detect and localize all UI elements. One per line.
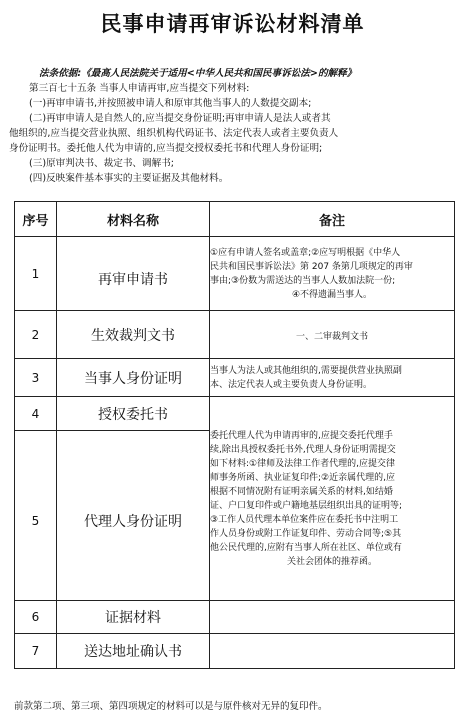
- row-num: 4: [15, 397, 57, 431]
- clause-3: (三)原审判决书、裁定书、调解书;: [29, 158, 175, 169]
- header-name: 材料名称: [57, 202, 210, 237]
- row-name: 再审申请书: [57, 237, 210, 311]
- row-num: 5: [15, 431, 57, 601]
- materials-table: [14, 201, 455, 669]
- footer-note: 前款第二项、第三项、第四项规定的材料可以是与原件核对无异的复印件。: [14, 701, 328, 712]
- merged-note: 委托代理人代为申请再审的,应提交委托代理手 续,除出具授权委托书外,代理人身份证明需提交 如下材料:①律师及法律工作者代理的,应提交律 师事务所函、执业证复印件;②近亲属代理的,应 根据不同情况附有证明亲属关系的材料,如结婚 证、户口复印件或户籍地基层组织出具的证明等; ③工作人员代理本单位案件应在委托书中注明工 作人员身份或附工作证复印件、劳动合同等;⑤其 他公民代理的,应附有当事人所在社区、单位或有 关社会团体的推荐函。: [210, 397, 455, 601]
- header-note: 备注: [210, 202, 455, 237]
- row-name: 授权委托书: [57, 397, 210, 431]
- row-name: 代理人身份证明: [57, 431, 210, 601]
- table-row: [15, 634, 455, 669]
- table-row: [15, 359, 455, 397]
- row-name: 当事人身份证明: [57, 359, 210, 397]
- row-num: 3: [15, 359, 57, 397]
- row-num: 2: [15, 311, 57, 359]
- table-row: [15, 601, 455, 634]
- row-note: 当事人为法人或其他组织的,需要提供营业执照副 本、法定代表人或主要负责人身份证明。: [210, 359, 455, 397]
- row-num: 7: [15, 634, 57, 669]
- table-row: [15, 311, 455, 359]
- clause-2-line-3: 身份证明书。委托他人代为申请的,应当提交授权委托书和代理人身份证明;: [9, 143, 323, 154]
- page-title: 民事申请再审诉讼材料清单: [100, 12, 365, 36]
- legal-basis-heading: 法条依据:《最高人民法院关于适用<中华人民共和国民事诉讼法>的解释》: [39, 68, 357, 79]
- row-name: 送达地址确认书: [57, 634, 210, 669]
- clause-1: (一)再审申请书,并按照被申请人和原审其他当事人的人数提交副本;: [29, 98, 312, 109]
- row-num: 6: [15, 601, 57, 634]
- clause-2-line-2: 他组织的,应当提交营业执照、组织机构代码证书、法定代表人或者主要负责人: [9, 128, 339, 139]
- table-row: [15, 237, 455, 311]
- clause-4: (四)反映案件基本事实的主要证据及其他材料。: [29, 173, 229, 184]
- row-note: 一、二审裁判文书: [210, 311, 455, 359]
- row-note: [210, 601, 455, 634]
- row-num: 1: [15, 237, 57, 311]
- article-intro: 第三百七十五条 当事人申请再审,应当提交下列材料:: [29, 83, 250, 94]
- header-num: 序号: [15, 202, 57, 237]
- row-note: [210, 634, 455, 669]
- row-name: 生效裁判文书: [57, 311, 210, 359]
- clause-2-line-1: (二)再审申请人是自然人的,应当提交身份证明;再审申请人是法人或者其: [29, 113, 331, 124]
- row-note: ①应有申请人签名或盖章;②应写明根据《中华人 民共和国民事诉讼法》第 207 条第几项规定的再审 事由;③份数为需送达的当事人人数加法院一份; ④不得遗漏当事人。: [210, 237, 455, 311]
- table-header-row: [15, 202, 455, 237]
- row-name: 证据材料: [57, 601, 210, 634]
- table-row: [15, 397, 455, 431]
- legal-basis-section: [9, 66, 457, 186]
